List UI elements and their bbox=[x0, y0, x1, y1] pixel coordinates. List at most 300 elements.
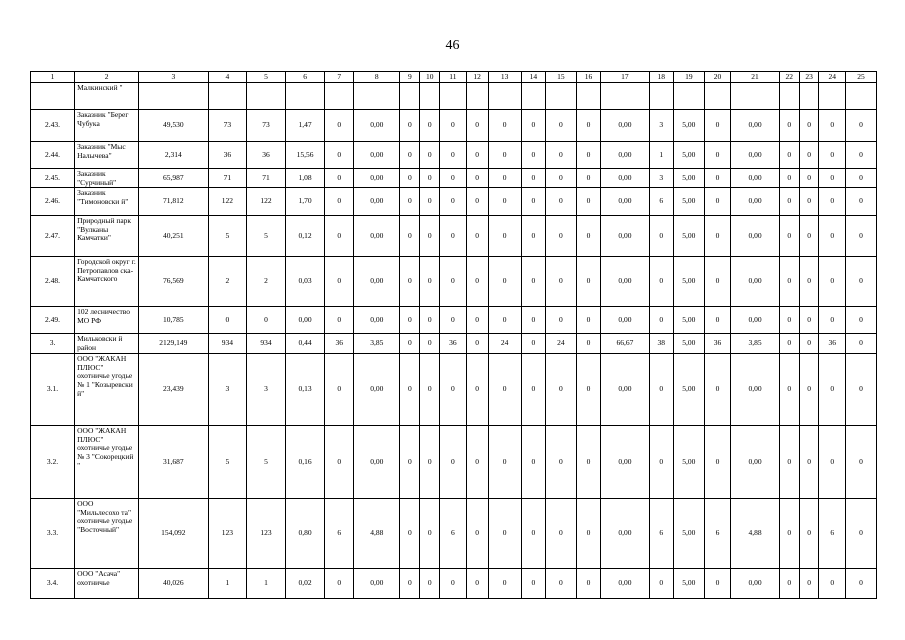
value-cell: 0 bbox=[420, 110, 440, 142]
value-cell: 5 bbox=[247, 216, 286, 257]
value-cell: 0 bbox=[325, 110, 354, 142]
row-number-cell: 3. bbox=[31, 334, 75, 354]
value-cell: 0 bbox=[545, 169, 576, 188]
value-cell: 6 bbox=[649, 188, 673, 216]
value-cell: 0 bbox=[440, 354, 466, 426]
value-cell: 0 bbox=[779, 499, 799, 569]
value-cell: 4,88 bbox=[354, 499, 400, 569]
value-cell: 23,439 bbox=[139, 354, 208, 426]
value-cell: 0 bbox=[420, 307, 440, 334]
value-cell: 0,00 bbox=[731, 307, 780, 334]
value-cell: 0 bbox=[440, 188, 466, 216]
row-number-cell: 3.1. bbox=[31, 354, 75, 426]
value-cell: 0 bbox=[521, 188, 545, 216]
value-cell: 5,00 bbox=[673, 499, 704, 569]
value-cell: 71 bbox=[247, 169, 286, 188]
value-cell: 0 bbox=[521, 334, 545, 354]
column-number: 4 bbox=[208, 72, 247, 83]
value-cell: 0 bbox=[420, 216, 440, 257]
value-cell: 0 bbox=[488, 169, 521, 188]
value-cell: 0 bbox=[799, 142, 819, 169]
value-cell bbox=[601, 83, 650, 110]
value-cell: 3,85 bbox=[354, 334, 400, 354]
value-cell: 66,67 bbox=[601, 334, 650, 354]
value-cell: 0 bbox=[799, 188, 819, 216]
value-cell: 40,026 bbox=[139, 569, 208, 599]
value-cell bbox=[799, 83, 819, 110]
value-cell: 24 bbox=[488, 334, 521, 354]
column-number: 2 bbox=[75, 72, 139, 83]
value-cell: 0 bbox=[799, 307, 819, 334]
value-cell: 0 bbox=[400, 257, 420, 307]
territory-name-cell: Заказник "Сурчиный" bbox=[75, 169, 139, 188]
column-number: 7 bbox=[325, 72, 354, 83]
value-cell: 0 bbox=[488, 426, 521, 499]
value-cell: 0 bbox=[466, 354, 488, 426]
value-cell: 76,569 bbox=[139, 257, 208, 307]
value-cell: 0 bbox=[420, 257, 440, 307]
value-cell: 6 bbox=[819, 499, 845, 569]
value-cell bbox=[779, 83, 799, 110]
value-cell bbox=[649, 83, 673, 110]
value-cell: 0 bbox=[440, 169, 466, 188]
value-cell: 0 bbox=[545, 257, 576, 307]
value-cell: 123 bbox=[247, 499, 286, 569]
value-cell: 0,00 bbox=[731, 354, 780, 426]
value-cell: 0,00 bbox=[601, 142, 650, 169]
value-cell: 0,00 bbox=[601, 257, 650, 307]
table-row bbox=[31, 307, 877, 334]
value-cell: 6 bbox=[440, 499, 466, 569]
row-number-cell: 2.49. bbox=[31, 307, 75, 334]
table-row bbox=[31, 354, 877, 426]
territory-name-cell: Природный парк "Вулканы Камчатки" bbox=[75, 216, 139, 257]
value-cell: 0,02 bbox=[285, 569, 325, 599]
value-cell: 0 bbox=[819, 142, 845, 169]
value-cell: 0,00 bbox=[601, 354, 650, 426]
value-cell: 0 bbox=[576, 334, 600, 354]
column-number: 16 bbox=[576, 72, 600, 83]
value-cell: 0 bbox=[325, 569, 354, 599]
column-number: 25 bbox=[845, 72, 876, 83]
value-cell: 0 bbox=[819, 257, 845, 307]
row-number-cell: 2.43. bbox=[31, 110, 75, 142]
value-cell: 0 bbox=[779, 307, 799, 334]
value-cell: 0 bbox=[488, 307, 521, 334]
value-cell: 0 bbox=[576, 569, 600, 599]
value-cell: 0 bbox=[488, 216, 521, 257]
value-cell: 0,00 bbox=[601, 216, 650, 257]
value-cell: 0 bbox=[649, 216, 673, 257]
value-cell: 2 bbox=[208, 257, 247, 307]
value-cell: 0 bbox=[325, 426, 354, 499]
value-cell: 0 bbox=[521, 169, 545, 188]
value-cell: 0 bbox=[325, 307, 354, 334]
value-cell: 0 bbox=[521, 142, 545, 169]
value-cell: 0 bbox=[845, 307, 876, 334]
value-cell: 0 bbox=[779, 142, 799, 169]
column-number: 5 bbox=[247, 72, 286, 83]
value-cell: 0 bbox=[440, 426, 466, 499]
value-cell: 3,85 bbox=[731, 334, 780, 354]
table-row bbox=[31, 334, 877, 354]
value-cell: 0 bbox=[779, 334, 799, 354]
value-cell: 0 bbox=[545, 499, 576, 569]
value-cell: 0 bbox=[845, 426, 876, 499]
value-cell: 5,00 bbox=[673, 257, 704, 307]
value-cell: 0 bbox=[208, 307, 247, 334]
value-cell: 49,530 bbox=[139, 110, 208, 142]
value-cell: 2 bbox=[247, 257, 286, 307]
value-cell: 0,00 bbox=[354, 426, 400, 499]
value-cell: 0,12 bbox=[285, 216, 325, 257]
value-cell bbox=[545, 83, 576, 110]
value-cell: 0 bbox=[325, 257, 354, 307]
value-cell bbox=[139, 83, 208, 110]
value-cell: 0 bbox=[400, 188, 420, 216]
value-cell: 0 bbox=[819, 569, 845, 599]
value-cell: 71,812 bbox=[139, 188, 208, 216]
value-cell: 0 bbox=[704, 188, 730, 216]
value-cell: 0 bbox=[466, 257, 488, 307]
value-cell bbox=[704, 83, 730, 110]
value-cell: 0,00 bbox=[601, 110, 650, 142]
territory-name-cell: ООО "Мильлесохо та" охотничье угодье "Восточный" bbox=[75, 499, 139, 569]
value-cell: 0 bbox=[845, 354, 876, 426]
value-cell: 0 bbox=[819, 169, 845, 188]
value-cell: 0 bbox=[325, 169, 354, 188]
column-number: 12 bbox=[466, 72, 488, 83]
value-cell: 0 bbox=[440, 569, 466, 599]
value-cell: 0 bbox=[521, 216, 545, 257]
value-cell: 5,00 bbox=[673, 354, 704, 426]
value-cell: 0,00 bbox=[601, 499, 650, 569]
value-cell: 0 bbox=[466, 569, 488, 599]
value-cell: 3 bbox=[208, 354, 247, 426]
value-cell: 0 bbox=[799, 169, 819, 188]
value-cell: 0 bbox=[488, 188, 521, 216]
value-cell: 0,00 bbox=[731, 142, 780, 169]
value-cell: 0 bbox=[819, 216, 845, 257]
value-cell: 0 bbox=[400, 110, 420, 142]
value-cell: 0 bbox=[704, 307, 730, 334]
value-cell bbox=[466, 83, 488, 110]
value-cell: 0 bbox=[325, 216, 354, 257]
value-cell bbox=[521, 83, 545, 110]
value-cell bbox=[354, 83, 400, 110]
value-cell: 3 bbox=[649, 110, 673, 142]
value-cell: 0 bbox=[819, 110, 845, 142]
value-cell: 0 bbox=[576, 169, 600, 188]
value-cell: 0 bbox=[420, 169, 440, 188]
value-cell: 0 bbox=[799, 499, 819, 569]
value-cell: 5,00 bbox=[673, 216, 704, 257]
value-cell: 5 bbox=[247, 426, 286, 499]
value-cell: 0 bbox=[779, 216, 799, 257]
value-cell: 0,00 bbox=[285, 307, 325, 334]
value-cell: 0 bbox=[845, 188, 876, 216]
value-cell: 0,13 bbox=[285, 354, 325, 426]
table-row bbox=[31, 142, 877, 169]
value-cell: 38 bbox=[649, 334, 673, 354]
value-cell: 1,47 bbox=[285, 110, 325, 142]
value-cell: 0 bbox=[488, 354, 521, 426]
value-cell: 0 bbox=[440, 257, 466, 307]
row-number-cell: 3.4. bbox=[31, 569, 75, 599]
value-cell: 0 bbox=[420, 499, 440, 569]
value-cell: 0 bbox=[799, 257, 819, 307]
value-cell: 0 bbox=[466, 188, 488, 216]
value-cell: 0 bbox=[779, 188, 799, 216]
value-cell: 0,00 bbox=[731, 216, 780, 257]
value-cell bbox=[420, 83, 440, 110]
value-cell: 0 bbox=[400, 334, 420, 354]
value-cell: 2129,149 bbox=[139, 334, 208, 354]
value-cell: 1,70 bbox=[285, 188, 325, 216]
data-table bbox=[30, 71, 877, 599]
column-number: 10 bbox=[420, 72, 440, 83]
page-number: 46 bbox=[445, 38, 460, 53]
value-cell: 0 bbox=[440, 216, 466, 257]
value-cell: 0 bbox=[799, 110, 819, 142]
value-cell: 0 bbox=[704, 110, 730, 142]
value-cell: 5 bbox=[208, 216, 247, 257]
value-cell: 0 bbox=[466, 334, 488, 354]
value-cell: 0,03 bbox=[285, 257, 325, 307]
row-number-cell: 2.45. bbox=[31, 169, 75, 188]
value-cell: 0 bbox=[704, 426, 730, 499]
value-cell: 1 bbox=[247, 569, 286, 599]
value-cell: 0,80 bbox=[285, 499, 325, 569]
column-number: 1 bbox=[31, 72, 75, 83]
value-cell: 0 bbox=[545, 188, 576, 216]
column-number: 24 bbox=[819, 72, 845, 83]
value-cell: 0,00 bbox=[354, 142, 400, 169]
value-cell bbox=[845, 83, 876, 110]
value-cell: 0 bbox=[440, 110, 466, 142]
value-cell: 0 bbox=[799, 216, 819, 257]
value-cell: 1 bbox=[649, 142, 673, 169]
territory-name-cell: Заказник "Тимоновски й" bbox=[75, 188, 139, 216]
value-cell: 0 bbox=[400, 169, 420, 188]
column-number: 3 bbox=[139, 72, 208, 83]
value-cell: 5,00 bbox=[673, 307, 704, 334]
value-cell: 6 bbox=[649, 499, 673, 569]
column-number-row bbox=[31, 72, 877, 83]
value-cell: 154,092 bbox=[139, 499, 208, 569]
value-cell: 0 bbox=[779, 354, 799, 426]
value-cell: 0 bbox=[845, 110, 876, 142]
value-cell: 36 bbox=[208, 142, 247, 169]
value-cell: 0 bbox=[845, 169, 876, 188]
value-cell: 122 bbox=[247, 188, 286, 216]
value-cell: 0 bbox=[819, 354, 845, 426]
value-cell: 0,00 bbox=[354, 257, 400, 307]
table-row bbox=[31, 110, 877, 142]
value-cell: 3 bbox=[649, 169, 673, 188]
value-cell: 0 bbox=[545, 110, 576, 142]
value-cell: 0 bbox=[779, 110, 799, 142]
value-cell: 0 bbox=[400, 426, 420, 499]
value-cell: 0 bbox=[466, 499, 488, 569]
value-cell: 73 bbox=[247, 110, 286, 142]
value-cell: 0 bbox=[521, 426, 545, 499]
value-cell: 0 bbox=[819, 307, 845, 334]
value-cell bbox=[325, 83, 354, 110]
value-cell: 0 bbox=[799, 334, 819, 354]
value-cell: 0 bbox=[521, 499, 545, 569]
value-cell: 1,08 bbox=[285, 169, 325, 188]
value-cell: 0,00 bbox=[601, 307, 650, 334]
column-number: 13 bbox=[488, 72, 521, 83]
value-cell: 0,00 bbox=[354, 188, 400, 216]
row-number-cell: 2.44. bbox=[31, 142, 75, 169]
value-cell: 0 bbox=[400, 216, 420, 257]
table-row bbox=[31, 169, 877, 188]
value-cell: 0 bbox=[466, 110, 488, 142]
value-cell: 6 bbox=[325, 499, 354, 569]
row-number-cell bbox=[31, 83, 75, 110]
value-cell: 0 bbox=[521, 257, 545, 307]
value-cell: 36 bbox=[325, 334, 354, 354]
value-cell: 0 bbox=[440, 142, 466, 169]
value-cell bbox=[819, 83, 845, 110]
value-cell: 0,00 bbox=[731, 426, 780, 499]
value-cell: 0,00 bbox=[731, 110, 780, 142]
value-cell: 0,00 bbox=[354, 307, 400, 334]
table-row bbox=[31, 188, 877, 216]
territory-name-cell: Городской округ г. Петропавлов ска-Камчатского bbox=[75, 257, 139, 307]
value-cell: 36 bbox=[819, 334, 845, 354]
value-cell: 0 bbox=[488, 569, 521, 599]
territory-name-cell: ООО "ЖАКАН ПЛЮС" охотничье угодье № 1 "Козыревски й" bbox=[75, 354, 139, 426]
value-cell: 0 bbox=[845, 334, 876, 354]
value-cell: 0 bbox=[704, 216, 730, 257]
territory-name-cell: Малкинский " bbox=[75, 83, 139, 110]
value-cell: 0 bbox=[819, 188, 845, 216]
value-cell: 0 bbox=[488, 110, 521, 142]
value-cell: 0 bbox=[400, 499, 420, 569]
value-cell: 0,00 bbox=[731, 188, 780, 216]
value-cell: 0 bbox=[576, 188, 600, 216]
value-cell: 0 bbox=[576, 354, 600, 426]
territory-name-cell: Мильковски й район bbox=[75, 334, 139, 354]
value-cell: 0 bbox=[576, 307, 600, 334]
value-cell: 0 bbox=[799, 569, 819, 599]
value-cell: 0 bbox=[649, 426, 673, 499]
value-cell: 0 bbox=[545, 307, 576, 334]
value-cell: 0,00 bbox=[731, 569, 780, 599]
value-cell: 0 bbox=[488, 142, 521, 169]
value-cell: 6 bbox=[704, 499, 730, 569]
value-cell bbox=[208, 83, 247, 110]
territory-name-cell: ООО "Асача" охотничье bbox=[75, 569, 139, 599]
value-cell: 0 bbox=[845, 142, 876, 169]
value-cell: 0,00 bbox=[731, 257, 780, 307]
table-row bbox=[31, 83, 877, 110]
table-row bbox=[31, 569, 877, 599]
value-cell: 0 bbox=[325, 354, 354, 426]
value-cell: 0 bbox=[247, 307, 286, 334]
value-cell: 0 bbox=[545, 426, 576, 499]
value-cell bbox=[285, 83, 325, 110]
table-row bbox=[31, 426, 877, 499]
value-cell: 0 bbox=[466, 307, 488, 334]
column-number: 22 bbox=[779, 72, 799, 83]
value-cell: 0 bbox=[400, 354, 420, 426]
value-cell: 0,16 bbox=[285, 426, 325, 499]
value-cell: 0 bbox=[521, 354, 545, 426]
value-cell: 0 bbox=[649, 307, 673, 334]
territory-name-cell: Заказник "Берег Чубука bbox=[75, 110, 139, 142]
value-cell: 122 bbox=[208, 188, 247, 216]
column-number: 20 bbox=[704, 72, 730, 83]
value-cell: 0 bbox=[420, 354, 440, 426]
value-cell bbox=[440, 83, 466, 110]
value-cell: 0,44 bbox=[285, 334, 325, 354]
value-cell: 0,00 bbox=[354, 569, 400, 599]
territory-name-cell: 102 лесничество МО РФ bbox=[75, 307, 139, 334]
value-cell: 73 bbox=[208, 110, 247, 142]
value-cell: 0 bbox=[420, 188, 440, 216]
column-number: 8 bbox=[354, 72, 400, 83]
value-cell: 5,00 bbox=[673, 334, 704, 354]
value-cell: 5 bbox=[208, 426, 247, 499]
value-cell: 65,987 bbox=[139, 169, 208, 188]
value-cell: 0 bbox=[845, 257, 876, 307]
value-cell: 1 bbox=[208, 569, 247, 599]
value-cell: 71 bbox=[208, 169, 247, 188]
value-cell: 0 bbox=[521, 110, 545, 142]
value-cell: 0 bbox=[545, 354, 576, 426]
value-cell: 0,00 bbox=[731, 169, 780, 188]
value-cell: 0 bbox=[466, 142, 488, 169]
value-cell: 0 bbox=[521, 307, 545, 334]
value-cell: 0 bbox=[845, 499, 876, 569]
value-cell bbox=[400, 83, 420, 110]
value-cell: 2,314 bbox=[139, 142, 208, 169]
column-number: 9 bbox=[400, 72, 420, 83]
table-row bbox=[31, 216, 877, 257]
value-cell: 0 bbox=[845, 569, 876, 599]
value-cell: 0 bbox=[420, 142, 440, 169]
value-cell: 0,00 bbox=[601, 188, 650, 216]
value-cell: 0 bbox=[799, 426, 819, 499]
value-cell: 0 bbox=[466, 426, 488, 499]
column-number: 21 bbox=[731, 72, 780, 83]
value-cell: 0 bbox=[704, 257, 730, 307]
value-cell: 10,785 bbox=[139, 307, 208, 334]
value-cell: 0 bbox=[576, 110, 600, 142]
value-cell: 0 bbox=[545, 142, 576, 169]
value-cell: 0 bbox=[545, 216, 576, 257]
value-cell: 0 bbox=[420, 334, 440, 354]
row-number-cell: 3.2. bbox=[31, 426, 75, 499]
value-cell: 36 bbox=[704, 334, 730, 354]
value-cell: 0 bbox=[466, 169, 488, 188]
column-number: 11 bbox=[440, 72, 466, 83]
value-cell: 0 bbox=[845, 216, 876, 257]
value-cell: 0 bbox=[819, 426, 845, 499]
column-number: 19 bbox=[673, 72, 704, 83]
value-cell: 36 bbox=[440, 334, 466, 354]
value-cell: 0 bbox=[779, 426, 799, 499]
value-cell: 0 bbox=[779, 569, 799, 599]
territory-name-cell: ООО "ЖАКАН ПЛЮС" охотничье угодье № 3 "Сокорецкий " bbox=[75, 426, 139, 499]
value-cell: 0 bbox=[649, 257, 673, 307]
value-cell: 0 bbox=[400, 569, 420, 599]
value-cell: 5,00 bbox=[673, 426, 704, 499]
